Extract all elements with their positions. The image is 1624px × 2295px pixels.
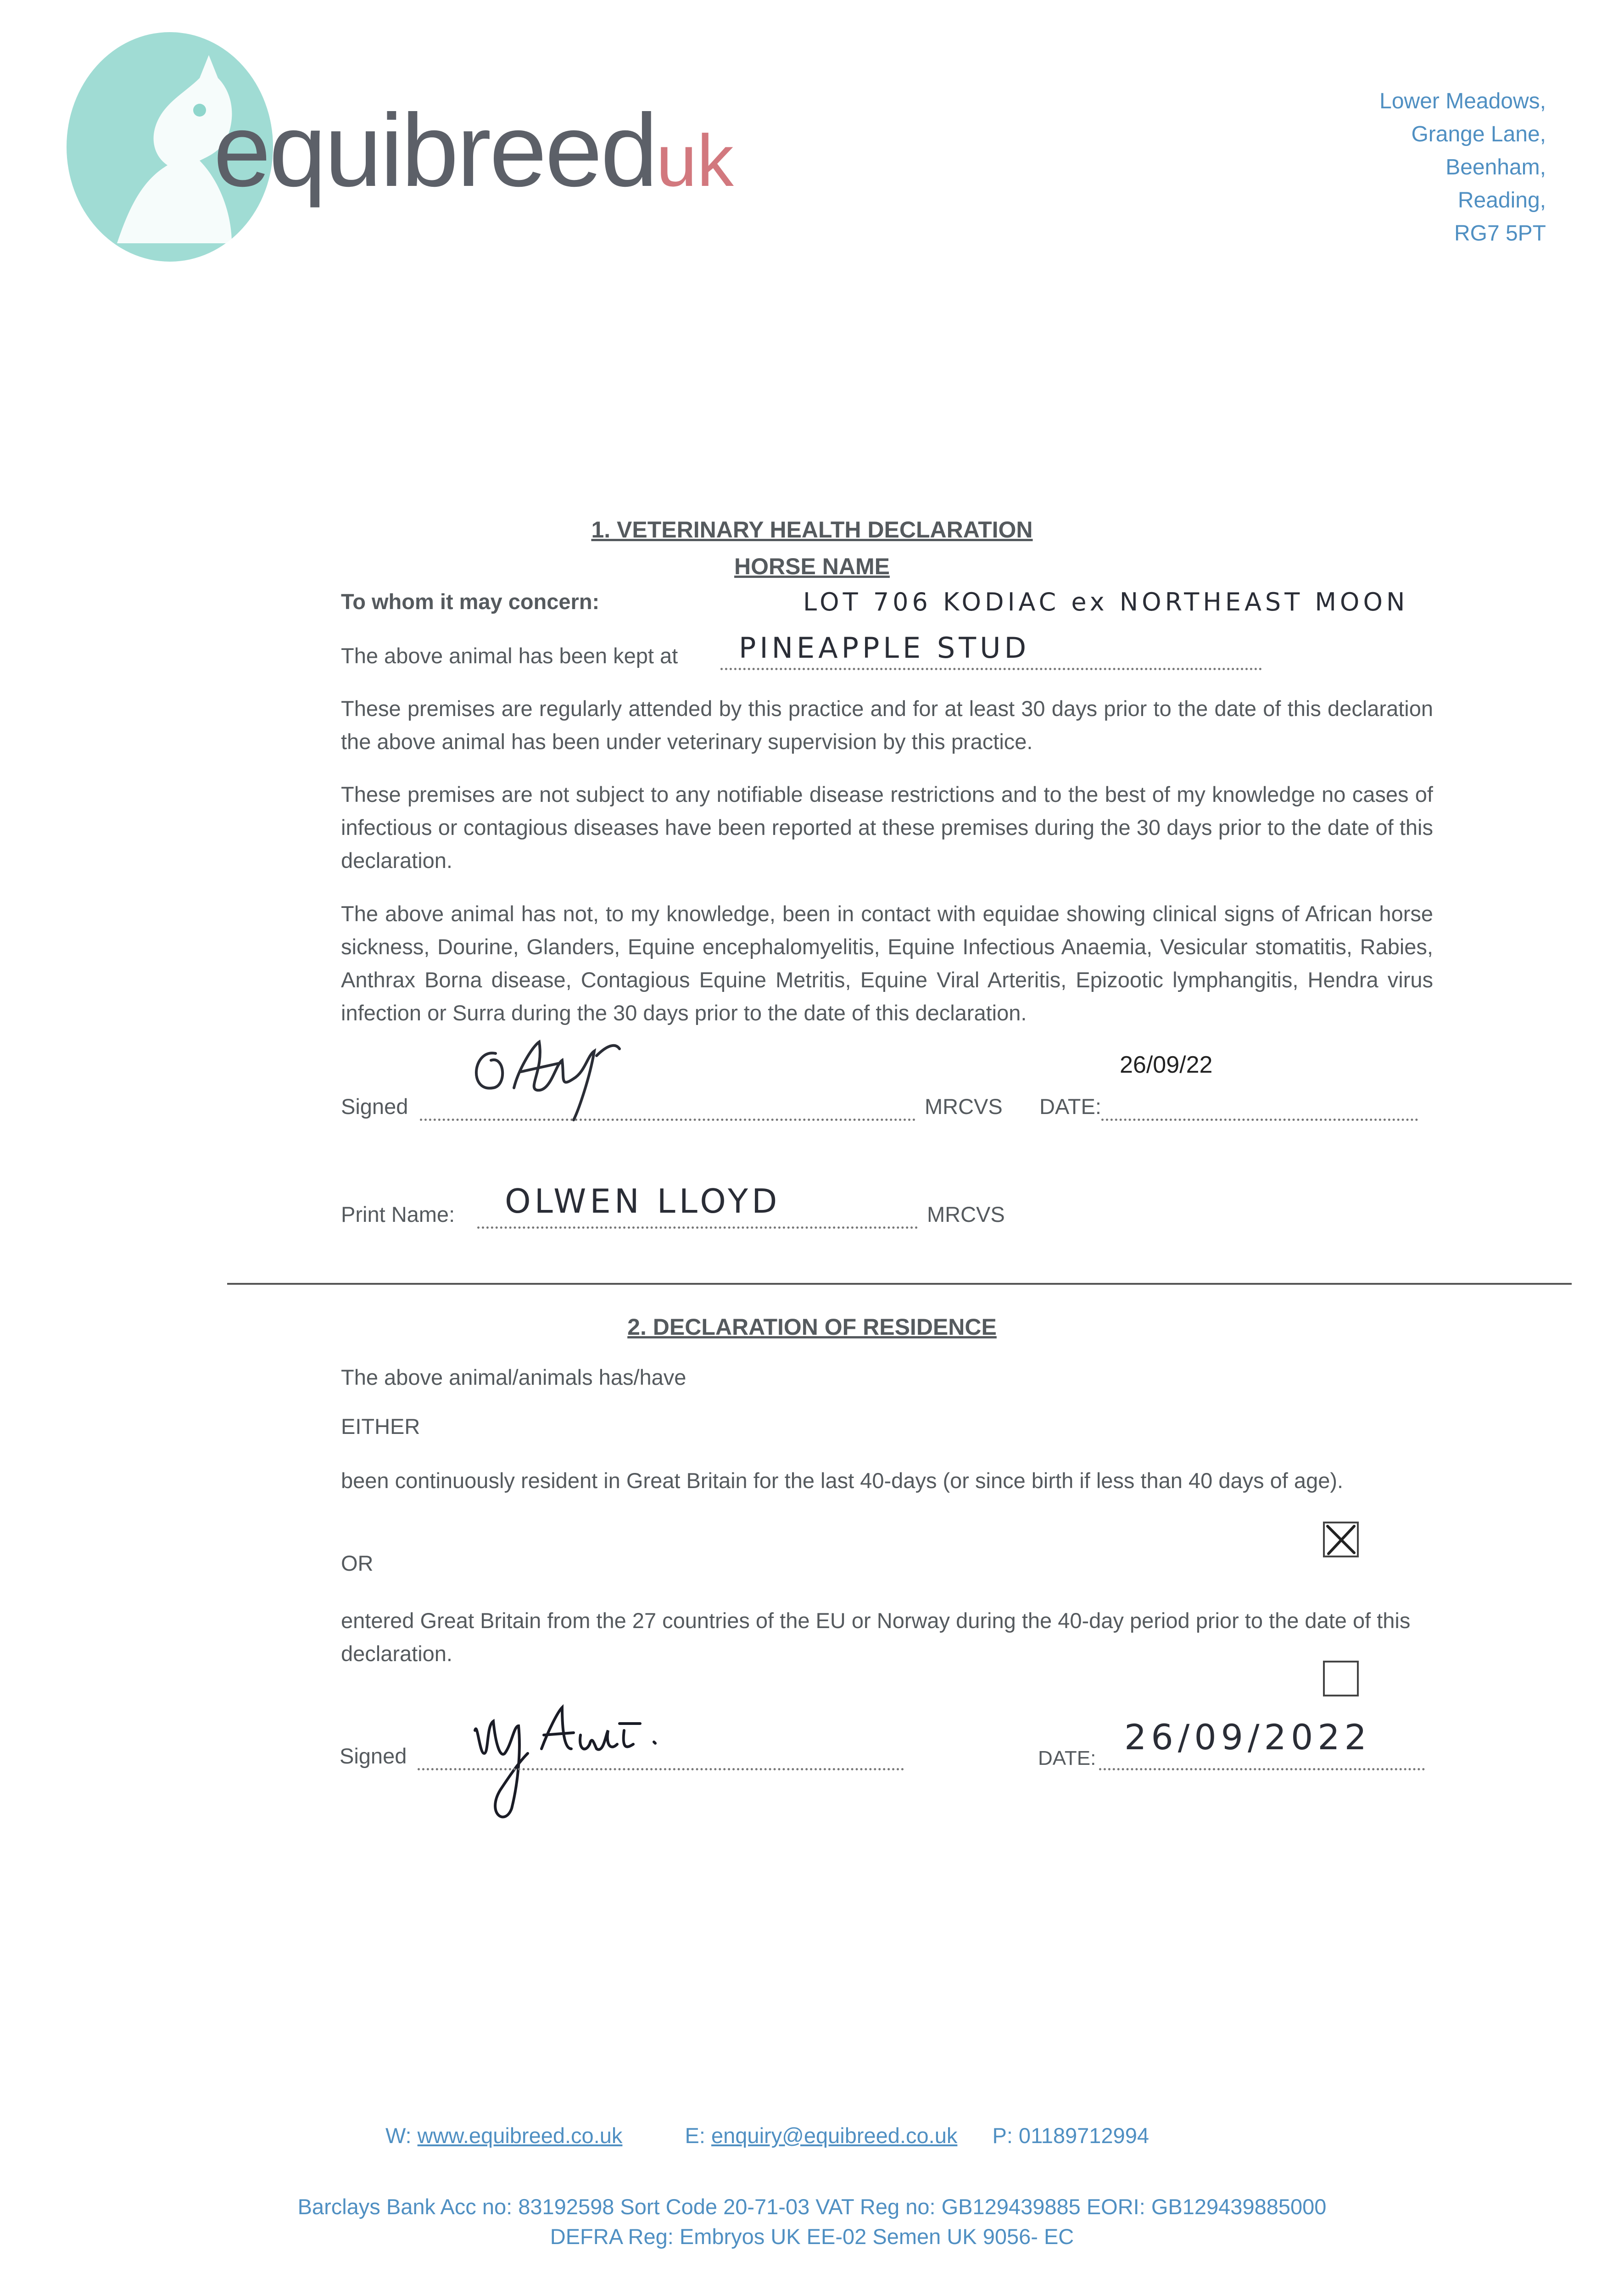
or-label: OR xyxy=(341,1551,374,1575)
vet-signature xyxy=(463,1028,656,1125)
option-resident: been continuously resident in Great Britain for the last 40-days (or since birth if less than 40 days of age). xyxy=(341,1468,1344,1493)
section-divider xyxy=(227,1283,1572,1285)
print-name-label: Print Name: xyxy=(341,1202,455,1226)
web-label: W: xyxy=(385,2123,412,2148)
company-address xyxy=(1379,85,1546,250)
address-line: Reading, xyxy=(1457,188,1546,213)
print-name-value: OLWEN LLOYD xyxy=(505,1182,781,1220)
paragraph-supervision: These premises are regularly attended by this practice and for at least 30 days prior to the date of this declaration the above animal has been under veterinary supervision by this practice. xyxy=(341,696,1433,754)
logo-wordmark: equibreeduk xyxy=(213,92,734,208)
address-line: RG7 5PT xyxy=(1454,221,1546,246)
option-entered: entered Great Britain from the 27 countries of the EU or Norway during the 40-day period prior to the date of this declaration. xyxy=(341,1608,1411,1666)
mrcvs-label: MRCVS xyxy=(925,1094,1003,1119)
kept-at-value: PINEAPPLE STUD xyxy=(739,631,1030,665)
section1-title: 1. VETERINARY HEALTH DECLARATION xyxy=(591,517,1033,543)
option-entered-checkbox[interactable] xyxy=(1323,1661,1359,1696)
residence-date-value: 26/09/2022 xyxy=(1124,1717,1372,1758)
email-label: E: xyxy=(685,2123,705,2148)
address-line: Lower Meadows, xyxy=(1379,89,1546,113)
defra-registration: DEFRA Reg: Embryos UK EE-02 Semen UK 9056- EC xyxy=(550,2224,1074,2249)
horse-name-value: LOT 706 KODIAC ex NORTHEAST MOON xyxy=(803,588,1409,616)
residence-signature-line xyxy=(418,1768,904,1770)
website-link[interactable]: www.equibreed.co.uk xyxy=(417,2123,623,2148)
option-resident-checkbox[interactable] xyxy=(1323,1522,1359,1557)
kept-at-label: The above animal has been kept at xyxy=(341,644,678,668)
email-link[interactable]: enquiry@equibreed.co.uk xyxy=(711,2123,958,2148)
date-line xyxy=(1101,1119,1418,1121)
kept-at-line xyxy=(720,668,1262,670)
to-whom-label: To whom it may concern: xyxy=(341,589,600,614)
date-label: DATE: xyxy=(1039,1094,1101,1119)
residence-intro: The above animal/animals has/have xyxy=(341,1365,686,1389)
horse-name-label: HORSE NAME xyxy=(734,554,890,579)
residence-date-line xyxy=(1099,1768,1425,1770)
paragraph-contact: The above animal has not, to my knowledge, been in contact with equidae showing clinical signs of African horse sickness, Dourine, Glanders, Equine encephalomyelitis, Equine Infectious Anaemia, Vesicular stomatitis, Rabies, Anthrax Borna disease, Contagious Equine Metritis, Equine Viral Arteritis, Epizootic lymphangitis, Hendra virus infection or Surra during the 30 days prior to the date of this declaration. xyxy=(341,901,1433,1025)
print-mrcvs-label: MRCVS xyxy=(927,1202,1005,1226)
footer-contact xyxy=(385,2123,1149,2148)
check-x-icon xyxy=(1325,1523,1357,1556)
bank-details: Barclays Bank Acc no: 83192598 Sort Code 20-71-03 VAT Reg no: GB129439885 EORI: GB129439885000 xyxy=(297,2194,1327,2219)
address-line: Grange Lane, xyxy=(1411,122,1546,146)
phone-number: P: 01189712994 xyxy=(992,2123,1149,2148)
paragraph-restrictions: These premises are not subject to any notifiable disease restrictions and to the best of my knowledge no cases of infectious or contagious diseases have been reported at these premises during the 30 days prior to the date of this declaration. xyxy=(341,782,1433,873)
residence-date-label: DATE: xyxy=(1038,1747,1096,1769)
print-name-line xyxy=(477,1226,918,1229)
either-label: EITHER xyxy=(341,1414,420,1439)
signed-label: Signed xyxy=(341,1094,408,1119)
address-line: Beenham, xyxy=(1445,155,1546,179)
section2-title: 2. DECLARATION OF RESIDENCE xyxy=(627,1314,997,1340)
residence-signed-label: Signed xyxy=(340,1744,407,1768)
declaration-date-value: 26/09/22 xyxy=(1120,1052,1213,1078)
signature-line xyxy=(420,1119,915,1121)
owner-signature xyxy=(468,1698,789,1827)
